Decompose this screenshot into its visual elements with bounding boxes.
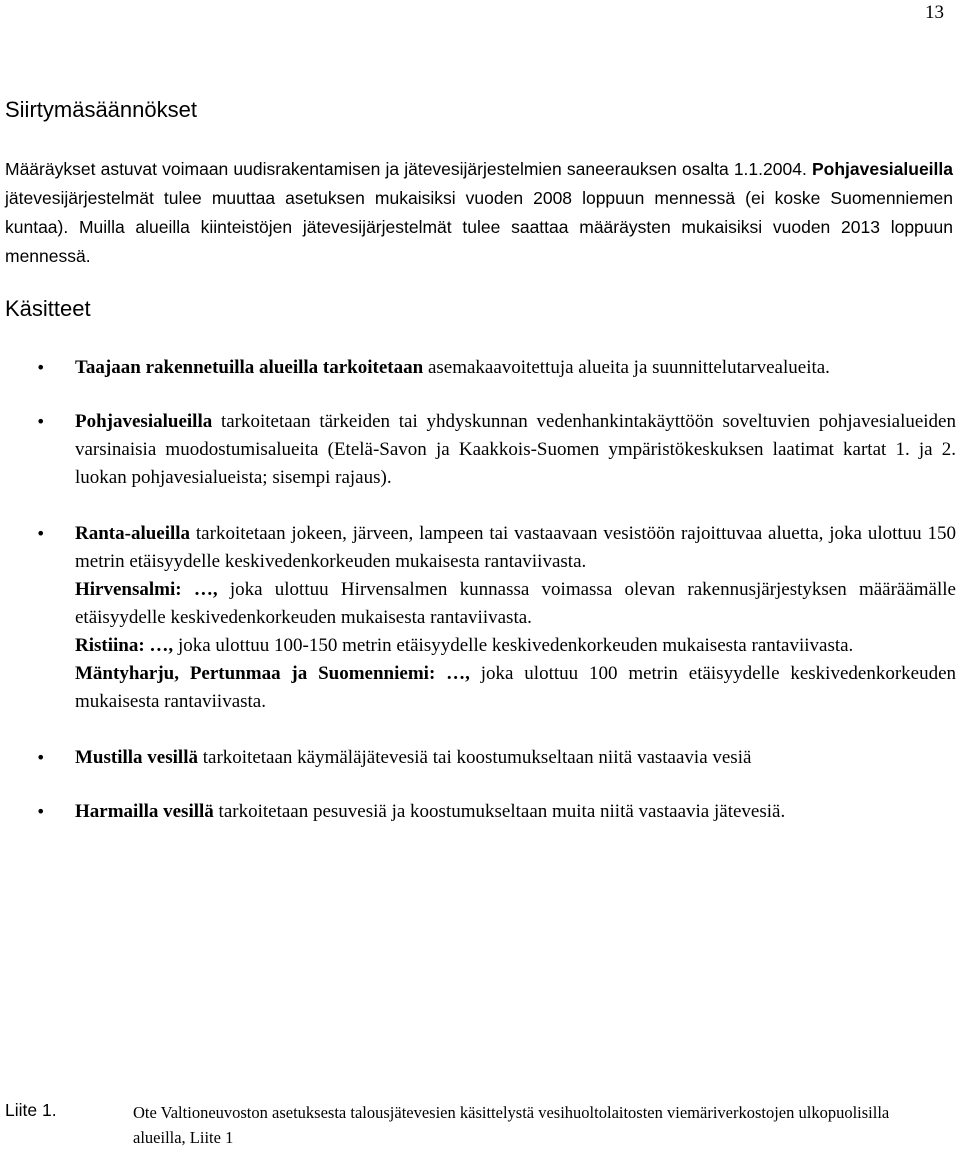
concepts-heading: Käsitteet — [5, 296, 91, 321]
definition-urban-areas — [36, 354, 956, 382]
definition-text: tarkoitetaan pesuvesiä ja koostumukseltaan muita niitä vastaavia jätevesiä. — [218, 801, 786, 822]
sub-text: joka ulottuu Hirvensalmen kunnassa voimassa olevan rakennusjärjestyksen määräämälle etäisyydelle keskivedenkorkeuden mukaisesta rantaviivasta. — [75, 579, 956, 628]
definition-text: tarkoitetaan tärkeiden tai yhdyskunnan vedenhankintakäyttöön soveltuvien pohjavesialueiden varsinaisia muodostumisalueita (Etelä-Savon ja Kaakkois-Suomen ympäristökeskuksen laatimat kartat 1. ja 2. luokan pohjavesialueista; sisempi rajaus). — [75, 411, 956, 488]
definition-text: asemakaavoitettuja alueita ja suunnittelutarvealueita. — [427, 357, 830, 378]
definition-sub-ristiina — [75, 632, 956, 660]
definition-groundwater-areas — [36, 408, 956, 492]
footnote-text: Ote Valtioneuvoston asetuksesta talousjätevesien käsittelystä vesihuoltolaitosten viemäriverkostojen ulkopuolisilla alueilla, Liite 1 — [133, 1103, 890, 1147]
sub-term: Hirvensalmi: …, — [75, 579, 218, 600]
sub-text: joka ulottuu 100 metrin etäisyydelle keskivedenkorkeuden mukaisesta rantaviivasta. — [75, 663, 957, 712]
definition-black-water — [36, 744, 956, 772]
definition-grey-water — [36, 798, 956, 826]
transition-paragraph — [5, 155, 953, 271]
definition-term: Harmailla vesillä — [75, 801, 214, 822]
transition-text-a: Määräykset astuvat voimaan uudisrakentamisen ja jätevesijärjestelmien saneerauksen osalta 1.1.2004. — [5, 159, 807, 179]
transition-text-b: jätevesijärjestelmät tulee muuttaa asetuksen mukaisiksi vuoden 2008 loppuun mennessä (ei koske Suomenniemen kuntaa). Muilla alueilla kiinteistöjen jätevesijärjestelmät tulee saattaa määräysten mukaisiksi vuoden 2013 loppuun mennessä. — [5, 188, 953, 266]
sub-text: joka ulottuu 100-150 metrin etäisyydelle keskivedenkorkeuden mukaisesta rantaviivasta. — [177, 635, 854, 656]
definition-shore-areas — [36, 520, 956, 716]
sub-term: Ristiina: …, — [75, 635, 174, 656]
definition-term: Mustilla vesillä — [75, 747, 198, 768]
definition-sub-mantyharju — [75, 660, 956, 716]
transition-heading: Siirtymäsäännökset — [5, 97, 197, 122]
definition-term: Ranta-alueilla — [75, 523, 191, 544]
definition-term: Pohjavesialueilla — [75, 411, 213, 432]
page-number: 13 — [925, 2, 944, 23]
definition-main — [75, 520, 956, 576]
footnote-label: Liite 1. — [5, 1100, 57, 1120]
definition-sub-hirvensalmi — [75, 576, 956, 632]
definition-term: Taajaan rakennetuilla alueilla tarkoitetaan — [75, 357, 424, 378]
definition-text: tarkoitetaan jokeen, järveen, lampeen tai vastaavaan vesistöön rajoittuvaa aluetta, joka ulottuu 150 metrin etäisyydelle keskivedenkorkeuden mukaisesta rantaviivasta. — [75, 523, 956, 572]
sub-term: Mäntyharju, Pertunmaa ja Suomenniemi: …, — [75, 663, 470, 684]
definition-text: tarkoitetaan käymäläjätevesiä tai koostumukseltaan niitä vastaavia vesiä — [202, 747, 752, 768]
definitions-list — [36, 354, 956, 826]
transition-term: Pohjavesialueilla — [811, 159, 953, 179]
